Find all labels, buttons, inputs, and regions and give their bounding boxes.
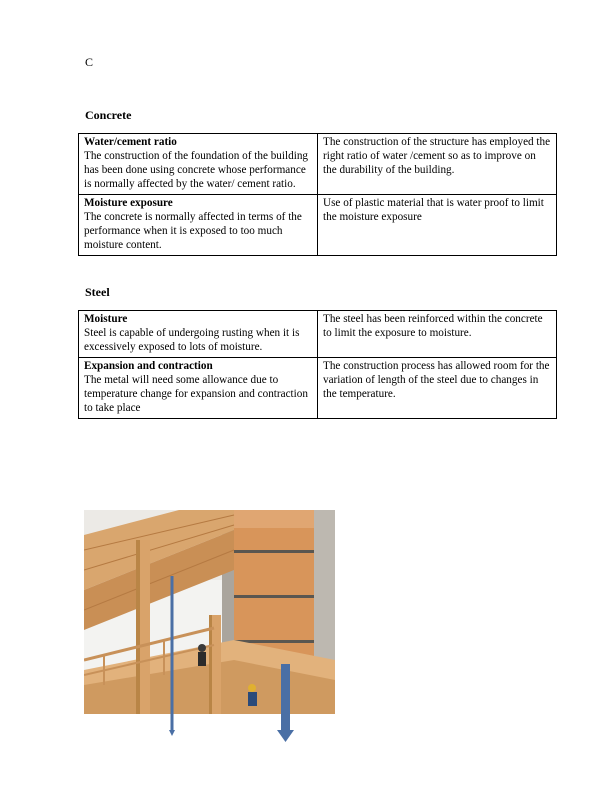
item-title: Expansion and contraction <box>84 360 213 372</box>
item-description: The metal will need some allowance due to temperature change for expansion and contraction to take place <box>84 374 308 414</box>
steel-table <box>78 310 557 419</box>
section-heading-steel: Steel <box>85 285 110 299</box>
table-cell-response <box>318 195 557 256</box>
item-description: Steel is capable of undergoing rusting when it is excessively exposed to lots of moisture. <box>84 327 300 353</box>
table-cell-issue <box>79 134 318 195</box>
item-title: Moisture <box>84 313 128 325</box>
section-heading-concrete: Concrete <box>85 108 132 122</box>
table-row <box>79 311 557 358</box>
item-response: The construction process has allowed room for the variation of length of the steel due to changes in the temperature. <box>323 360 550 400</box>
concrete-table <box>78 133 557 256</box>
table-cell-issue <box>79 195 318 256</box>
item-response: The steel has been reinforced within the concrete to limit the exposure to moisture. <box>323 313 543 339</box>
item-title: Moisture exposure <box>84 197 173 209</box>
arrow-right-shaft <box>281 664 290 730</box>
table-cell-issue <box>79 358 318 419</box>
table-cell-response <box>318 134 557 195</box>
item-response: The construction of the structure has employed the right ratio of water /cement so as to improve on the durability of the building. <box>323 136 551 176</box>
table-cell-issue <box>79 311 318 358</box>
table-cell-response <box>318 311 557 358</box>
item-description: The construction of the foundation of the building has been done using concrete whose performance is normally affected by the water/ cement ratio. <box>84 150 309 190</box>
table-row <box>79 358 557 419</box>
item-description: The concrete is normally affected in terms of the performance when it is exposed to too much moisture content. <box>84 211 302 251</box>
table-row <box>79 195 557 256</box>
arrow-right-head <box>277 730 294 742</box>
item-title: Water/cement ratio <box>84 136 177 148</box>
page-label: C <box>85 55 94 69</box>
table-row <box>79 134 557 195</box>
annotation-arrows <box>160 570 310 750</box>
arrow-left-head <box>169 730 175 736</box>
item-response: Use of plastic material that is water proof to limit the moisture exposure <box>323 197 544 223</box>
table-cell-response <box>318 358 557 419</box>
